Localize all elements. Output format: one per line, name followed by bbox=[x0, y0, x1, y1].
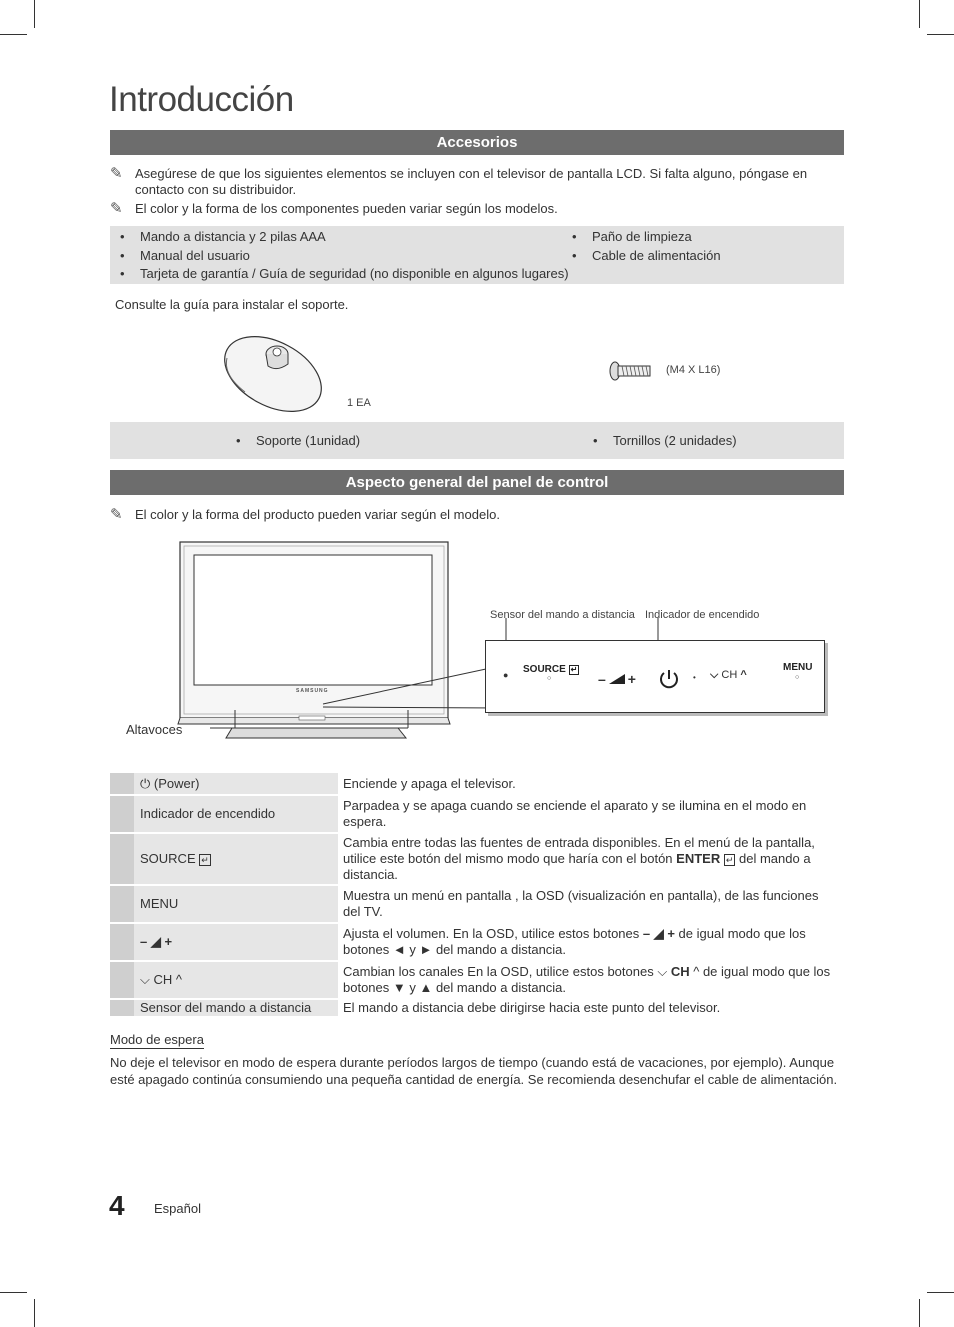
speakers-label: Altavoces bbox=[126, 722, 183, 737]
volume-button[interactable]: – + bbox=[598, 671, 636, 687]
crop-mark bbox=[0, 34, 27, 35]
controls-table bbox=[110, 773, 844, 1018]
standby-heading: Modo de espera bbox=[110, 1032, 204, 1047]
control-desc: Enciende y apaga el televisor. bbox=[338, 773, 844, 795]
chevron-down-icon: ⌵ bbox=[140, 972, 150, 987]
volume-icon: – ◢ + bbox=[140, 934, 173, 949]
control-desc: Cambia entre todas las fuentes de entrada disponibles. En el menú de la pantalla, utilice este botón del mismo modo que haría con el botón ENTER ↵ del mando a distancia. bbox=[338, 833, 844, 885]
power-icon: ⏻ bbox=[140, 775, 151, 791]
table-row bbox=[110, 833, 844, 885]
accessories-header: Accesorios bbox=[110, 130, 844, 155]
menu-dot: ○ bbox=[795, 674, 800, 681]
chevron-down-icon: ⌵ bbox=[710, 669, 719, 681]
crop-mark bbox=[0, 1292, 27, 1293]
table-row bbox=[110, 923, 844, 961]
chevron-down-icon: ⌵ bbox=[657, 964, 668, 979]
pencil-icon: ✎ bbox=[110, 200, 123, 217]
page-number: 4 bbox=[109, 1190, 125, 1221]
table-row bbox=[110, 999, 844, 1017]
accessories-note-2: ✎ El color y la forma de los componentes pueden variar según los modelos. bbox=[110, 200, 558, 217]
enter-icon: ↵ bbox=[570, 665, 578, 674]
crop-mark bbox=[927, 1292, 954, 1293]
callout-sensor-label: Sensor del mando a distancia bbox=[490, 609, 635, 621]
power-indicator-dot: • bbox=[693, 673, 696, 682]
enter-icon: ↵ bbox=[725, 855, 734, 865]
enter-icon: ↵ bbox=[201, 855, 209, 865]
crop-mark bbox=[919, 0, 920, 28]
control-desc: Cambian los canales En la OSD, utilice estos botones ⌵ CH ^ de igual modo que los botones ▼ y ▲ del mando a distancia. bbox=[338, 961, 844, 999]
callout-power-label: Indicador de encendido bbox=[645, 609, 760, 621]
pencil-icon: ✎ bbox=[110, 506, 123, 523]
crop-mark bbox=[927, 34, 954, 35]
accessories-list: • Mando a distancia y 2 pilas AAA • Manual del usuario • Tarjeta de garantía / Guía de seguridad (no disponible en algunos lugares) • Paño de limpieza • Cable de alimentación bbox=[110, 226, 844, 284]
power-icon[interactable] bbox=[658, 668, 680, 690]
source-button[interactable]: SOURCE ↵ bbox=[523, 664, 578, 675]
control-name bbox=[134, 923, 338, 961]
table-row bbox=[110, 961, 844, 999]
control-name: Indicador de encendido bbox=[134, 795, 338, 833]
control-panel-zoom bbox=[485, 640, 825, 713]
pencil-icon: ✎ bbox=[110, 165, 123, 182]
chevron-up-icon: ^ bbox=[175, 972, 182, 987]
channel-button[interactable]: ⌵ CH ^ bbox=[710, 669, 747, 681]
page-language: Español bbox=[154, 1201, 201, 1216]
standby-text: No deje el televisor en modo de espera durante períodos largos de tiempo (cuando está de vacaciones, por ejemplo). Aunque esté apagado continúa consumiendo una pequeña cantidad de energía. Se recomienda desenchufar el cable de alimentación. bbox=[110, 1055, 838, 1087]
stand-parts-list: • Soporte (1unidad) • Tornillos (2 unidades) bbox=[110, 422, 844, 459]
control-name: ⏻ (Power) bbox=[134, 773, 338, 795]
table-row bbox=[110, 885, 844, 923]
page-title: Introducción bbox=[109, 80, 294, 119]
source-dot: ○ bbox=[547, 675, 552, 682]
stand-note: Consulte la guía para instalar el soporte. bbox=[115, 297, 349, 312]
crop-mark bbox=[34, 1299, 35, 1327]
accessories-note-1: ✎ Asegúrese de que los siguientes elementos se incluyen con el televisor de pantalla LCD. Si falta alguno, póngase en contacto con su distribuidor. bbox=[110, 165, 808, 197]
screw-size: (M4 X L16) bbox=[666, 364, 721, 376]
panel-note: ✎ El color y la forma del producto pueden variar según el modelo. bbox=[110, 506, 500, 523]
table-row bbox=[110, 795, 844, 833]
sensor-dot: ● bbox=[503, 670, 509, 680]
control-desc: Parpadea y se apaga cuando se enciende el aparato y se ilumina en el modo en espera. bbox=[338, 795, 844, 833]
brand-logo: SAMSUNG bbox=[296, 688, 329, 694]
crop-mark bbox=[919, 1299, 920, 1327]
control-name: SOURCE ↵ bbox=[134, 833, 338, 885]
control-name: ⌵ CH ^ bbox=[134, 961, 338, 999]
chevron-up-icon: ^ bbox=[740, 669, 747, 681]
control-desc: Muestra un menú en pantalla , la OSD (visualización en pantalla), de las funciones del TV. bbox=[338, 885, 844, 923]
control-desc: El mando a distancia debe dirigirse hacia este punto del televisor. bbox=[338, 999, 844, 1017]
crop-mark bbox=[34, 0, 35, 28]
volume-icon: – ◢ + bbox=[642, 926, 675, 941]
stand-qty: 1 EA bbox=[347, 397, 371, 409]
control-name: MENU bbox=[134, 885, 338, 923]
table-row bbox=[110, 773, 844, 795]
menu-button[interactable]: MENU bbox=[783, 662, 813, 673]
screw-illustration bbox=[608, 360, 654, 382]
panel-header: Aspecto general del panel de control bbox=[110, 470, 844, 495]
chevron-up-icon: ^ bbox=[693, 964, 700, 979]
control-desc: Ajusta el volumen. En la OSD, utilice estos botones – ◢ + de igual modo que los botones ◄ y ► del mando a distancia. bbox=[338, 923, 844, 961]
control-name: Sensor del mando a distancia bbox=[134, 999, 338, 1017]
stand-illustration bbox=[215, 330, 335, 412]
volume-icon bbox=[609, 674, 625, 684]
